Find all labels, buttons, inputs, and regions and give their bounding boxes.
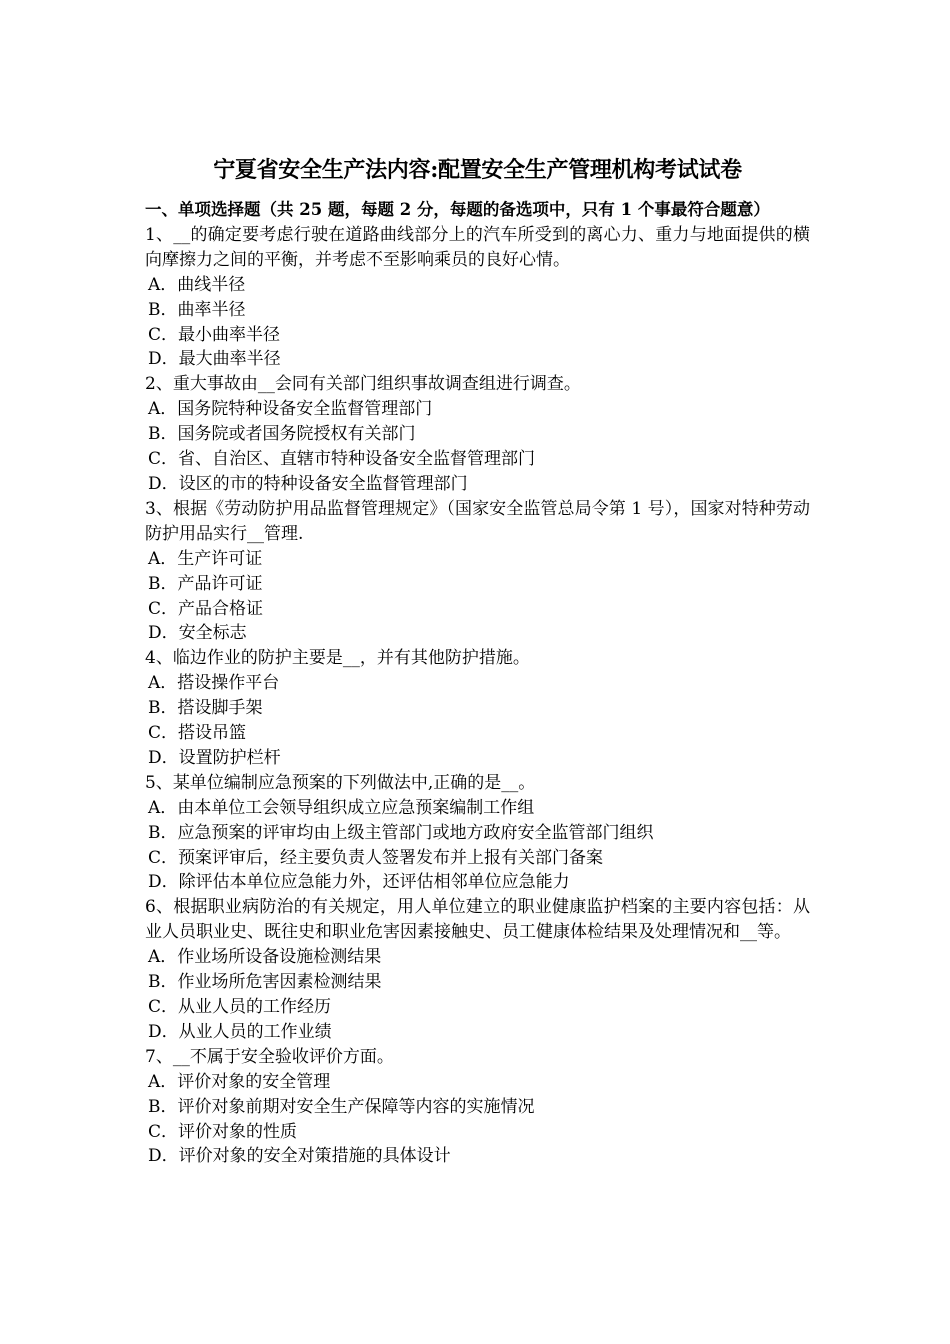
option-c: C．评价对象的性质 [148, 1121, 298, 1142]
question-text: 6、根据职业病防治的有关规定，用人单位建立的职业健康监护档案的主要内容包括：从业人员职业史、既往史和职业危害因素接触史、员工健康体检结果及处理情况和__等。 [145, 897, 810, 943]
option-d: D．安全标志 [148, 623, 247, 644]
question-block [145, 372, 810, 497]
option-b: B．作业场所危害因素检测结果 [148, 972, 382, 993]
option-c: C．产品合格证 [148, 598, 264, 619]
question-text: 4、临边作业的防护主要是__，并有其他防护措施。 [145, 648, 530, 669]
option-c: C．搭设吊篮 [148, 723, 247, 744]
question-block [145, 771, 810, 896]
option-b: B．搭设脚手架 [148, 698, 263, 719]
exam-content [145, 198, 810, 1169]
option-b: B．曲率半径 [148, 299, 246, 320]
question-text: 3、根据《劳动防护用品监督管理规定》（国家安全监管总局令第 1 号），国家对特种劳动防护用品实行__管理. [145, 498, 810, 544]
option-d: D．最大曲率半径 [148, 349, 281, 370]
option-b: B．产品许可证 [148, 573, 263, 594]
question-text: 5、某单位编制应急预案的下列做法中,正确的是__。 [145, 772, 536, 793]
question-block [145, 497, 810, 646]
section-heading: 一、单项选择题（共 25 题，每题 2 分，每题的备选项中，只有 1 个事最符合题意） [145, 200, 770, 219]
option-b: B．评价对象前期对安全生产保障等内容的实施情况 [148, 1096, 535, 1117]
option-d: D．从业人员的工作业绩 [148, 1021, 332, 1042]
option-b: B．应急预案的评审均由上级主管部门或地方政府安全监管部门组织 [148, 822, 654, 843]
option-d: D．设置防护栏杆 [148, 747, 281, 768]
option-c: C．从业人员的工作经历 [148, 997, 332, 1017]
question-text: 2、重大事故由__会同有关部门组织事故调查组进行调查。 [145, 374, 581, 395]
option-a: A．由本单位工会领导组织成立应急预案编制工作组 [148, 797, 535, 818]
question-block [145, 646, 810, 771]
option-d: D．设区的市的特种设备安全监督管理部门 [148, 473, 468, 494]
option-a: A．评价对象的安全管理 [148, 1071, 331, 1092]
option-d: D．除评估本单位应急能力外，还评估相邻单位应急能力 [148, 872, 570, 893]
option-a: A．生产许可证 [148, 548, 263, 569]
option-a: A．搭设操作平台 [148, 673, 280, 694]
option-d: D．评价对象的安全对策措施的具体设计 [148, 1146, 451, 1167]
exam-title: 宁夏省安全生产法内容:配置安全生产管理机构考试试卷 [213, 157, 742, 183]
question-block [145, 1045, 810, 1170]
question-block [145, 223, 810, 372]
option-c: C．最小曲率半径 [148, 324, 281, 345]
option-a: A．作业场所设备设施检测结果 [148, 947, 382, 968]
question-text: 7、__不属于安全验收评价方面。 [145, 1046, 394, 1067]
option-c: C．省、自治区、直辖市特种设备安全监督管理部门 [148, 449, 536, 470]
option-c: C．预案评审后，经主要负责人签署发布并上报有关部门备案 [148, 847, 604, 868]
option-a: A．国务院特种设备安全监督管理部门 [148, 399, 433, 420]
question-text: 1、__的确定要考虑行驶在道路曲线部分上的汽车所受到的离心力、重力与地面提供的横向摩擦力之间的平衡，并考虑不至影响乘员的良好心情。 [145, 224, 810, 270]
option-a: A．曲线半径 [148, 274, 246, 295]
option-b: B．国务院或者国务院授权有关部门 [148, 424, 416, 445]
question-block [145, 895, 810, 1044]
